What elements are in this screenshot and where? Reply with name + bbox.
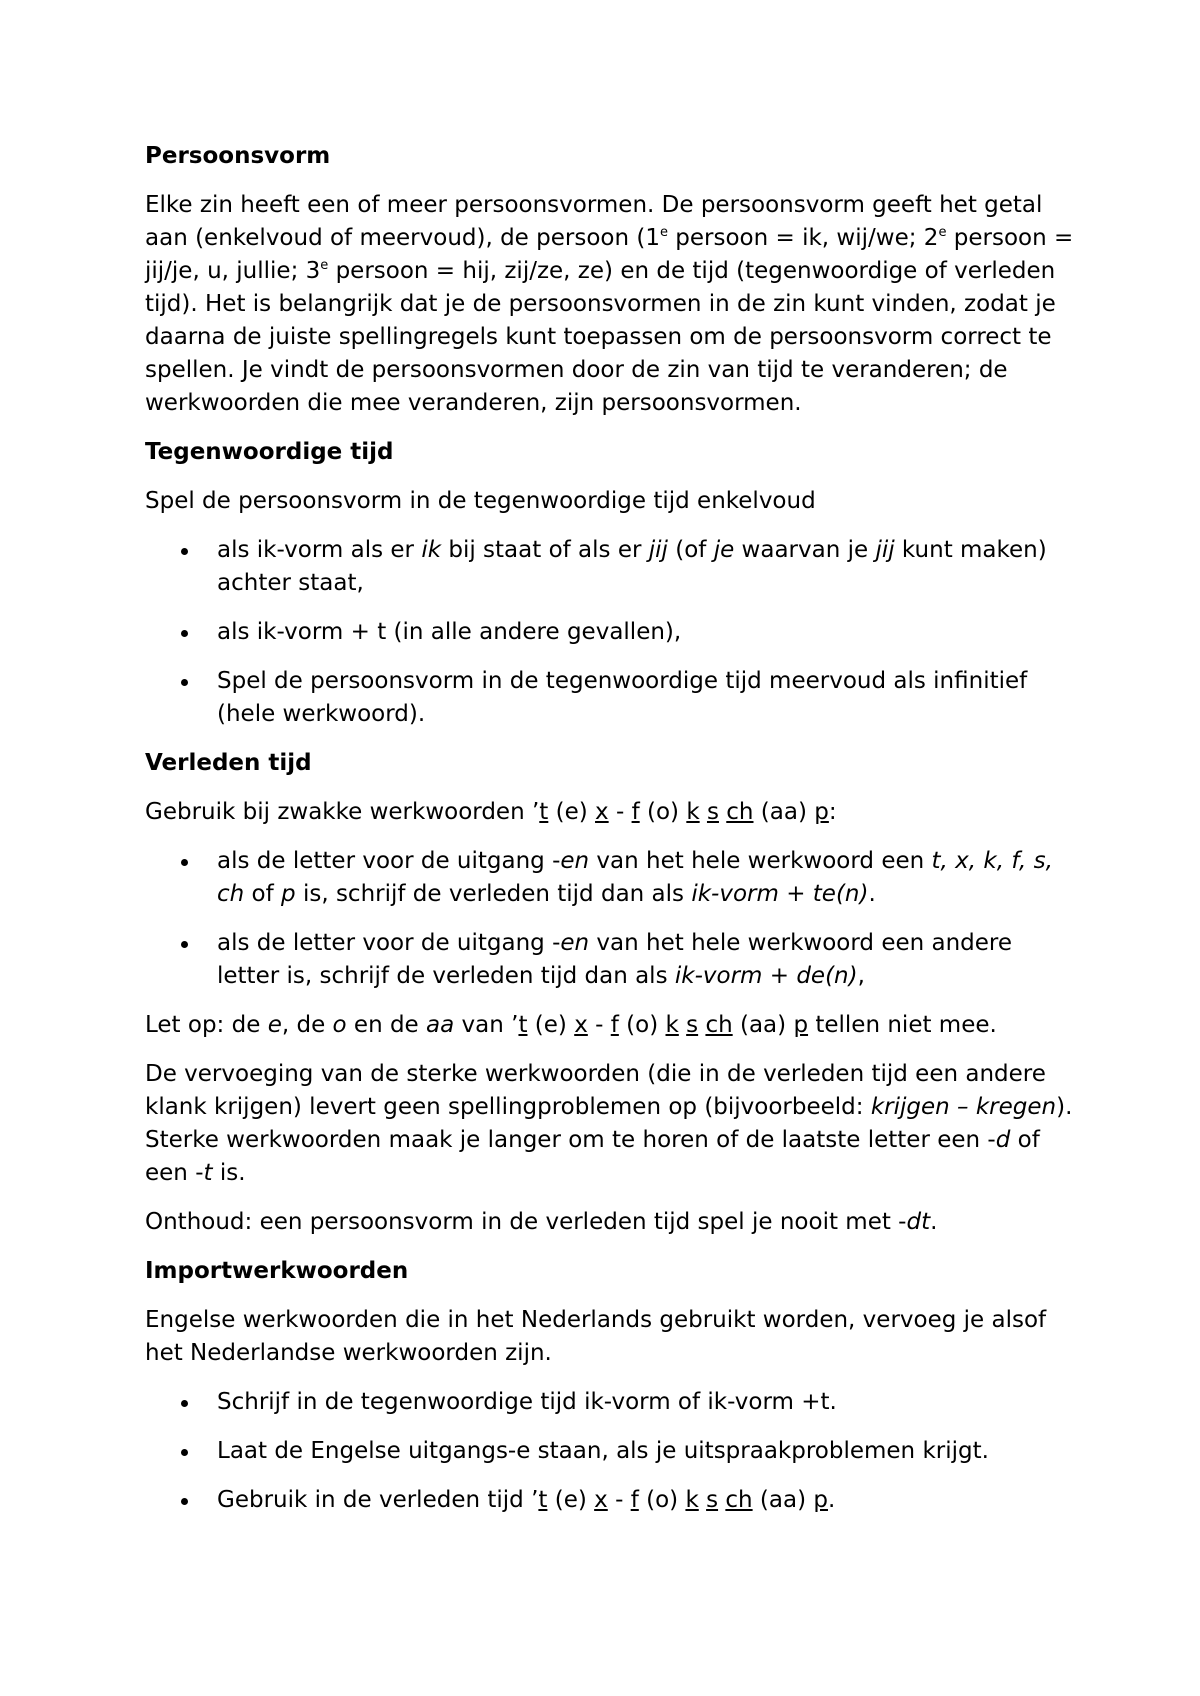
paragraph-import-intro: Engelse werkwoorden die in het Nederlands gebruikt worden, vervoeg je alsof het Nederlandse werkwoorden zijn. bbox=[145, 1307, 1047, 1366]
list-tegenwoordige-tijd bbox=[145, 534, 1075, 731]
paragraph-tegenwoordige-intro: Spel de persoonsvorm in de tegenwoordige tijd enkelvoud bbox=[145, 488, 816, 514]
list-item: als ik-vorm + t (in alle andere gevallen), bbox=[145, 616, 1075, 649]
heading-verleden-tijd: Verleden tijd bbox=[145, 750, 312, 776]
list-item: als de letter voor de uitgang -en van het hele werkwoord een andere letter is, schrijf de verleden tijd dan als ik-vorm + de(n), bbox=[145, 927, 1075, 993]
paragraph-let-op: Let op: de e, de o en de aa van ’t (e) x - f (o) k s ch (aa) p tellen niet mee. bbox=[145, 1012, 997, 1038]
list-item: als ik-vorm als er ik bij staat of als er jij (of je waarvan je jij kunt maken) achter staat, bbox=[145, 534, 1075, 600]
document-page bbox=[145, 140, 1075, 1533]
list-item: Schrijf in de tegenwoordige tijd ik-vorm of ik-vorm +t. bbox=[145, 1386, 1075, 1419]
heading-tegenwoordige-tijd: Tegenwoordige tijd bbox=[145, 439, 394, 465]
paragraph-sterke-werkwoorden: De vervoeging van de sterke werkwoorden (die in de verleden tijd een andere klank krijgen) levert geen spellingproblemen op (bijvoorbeeld: krijgen – kregen). Sterke werkwoorden maak je langer om te horen of de laatste letter een -d of een -t is. bbox=[145, 1061, 1073, 1186]
heading-persoonsvorm: Persoonsvorm bbox=[145, 143, 331, 169]
list-importwerkwoorden bbox=[145, 1386, 1075, 1517]
paragraph-verleden-intro: Gebruik bij zwakke werkwoorden ’t (e) x - f (o) k s ch (aa) p: bbox=[145, 799, 837, 825]
heading-importwerkwoorden: Importwerkwoorden bbox=[145, 1258, 409, 1284]
list-verleden-tijd bbox=[145, 845, 1075, 993]
list-item: Spel de persoonsvorm in de tegenwoordige tijd meervoud als infinitief (hele werkwoord). bbox=[145, 665, 1075, 731]
paragraph-persoonsvorm: Elke zin heeft een of meer persoonsvormen. De persoonsvorm geeft het getal aan (enkelvoud of meervoud), de persoon (1e persoon = ik, wij/we; 2e persoon = jij/je, u, jullie; 3e persoon = hij, zij/ze, ze) en de tijd (tegenwoordige of verleden tijd). Het is belangrijk dat je de persoonsvormen in de zin kunt vinden, zodat je daarna de juiste spellingregels kunt toepassen om de persoonsvorm correct te spellen. Je vindt de persoonsvormen door de zin van tijd te veranderen; de werkwoorden die mee veranderen, zijn persoonsvormen. bbox=[145, 192, 1074, 416]
paragraph-onthoud: Onthoud: een persoonsvorm in de verleden tijd spel je nooit met -dt. bbox=[145, 1209, 938, 1235]
list-item: Gebruik in de verleden tijd ’t (e) x - f (o) k s ch (aa) p. bbox=[145, 1484, 1075, 1517]
list-item: als de letter voor de uitgang -en van het hele werkwoord een t, x, k, f, s, ch of p is, schrijf de verleden tijd dan als ik-vorm + te(n). bbox=[145, 845, 1075, 911]
list-item: Laat de Engelse uitgangs-e staan, als je uitspraakproblemen krijgt. bbox=[145, 1435, 1075, 1468]
